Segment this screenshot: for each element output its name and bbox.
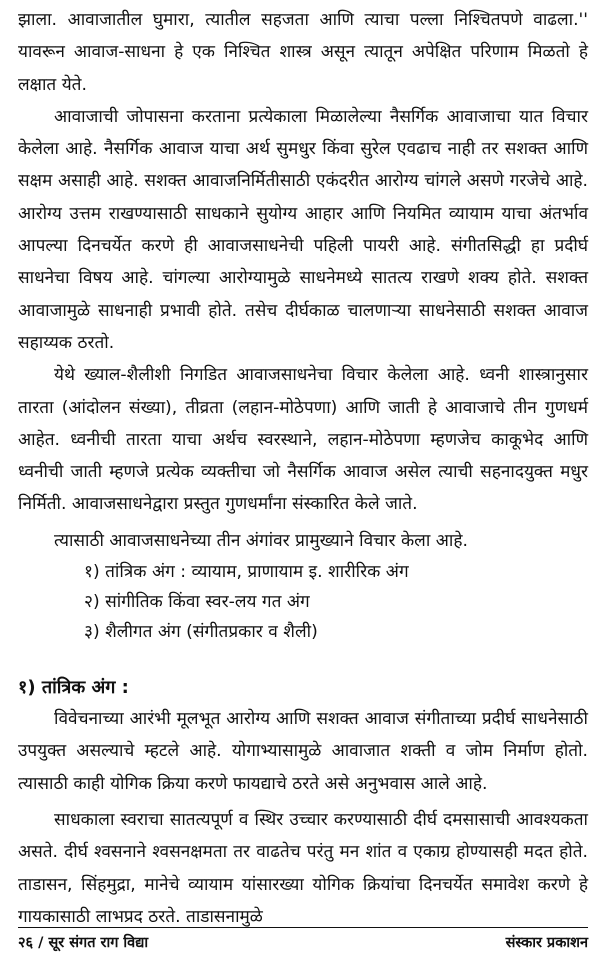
footer-publisher: संस्कार प्रकाशन [505, 935, 588, 951]
paragraph-khyal-voice-practice: येथे ख्याल-शैलीशी निगडित आवाजसाधनेचा विचार केलेला आहे. ध्वनी शास्त्रानुसार तारता (आंदोलन संख्या), तीव्रता (लहान-मोठेपणा) आणि जाती हे आवाजाचे तीन गुणधर्म आहेत. ध्वनीची तारता याचा अर्थच स्वरस्थाने, लहान-मोठेपणा म्हणजेच काकूभेद आणि ध्वनीची जाती म्हणजे प्रत्येक व्यक्तीचा जो नैसर्गिक आवाज असेल त्याची सहनादयुक्त मधुर निर्मिती. आवाजसाधनेद्वारा प्रस्तुत गुणधर्मांना संस्कारित केले जाते. [18, 365, 588, 515]
paragraph-continuation: झाला. आवाजातील घुमारा, त्यातील सहजता आणि त्याचा पल्ला निश्चितपणे वाढला.'' यावरून आवाज-साधना हे एक निश्चित शास्त्र असून त्यातून अपेक्षित परिणाम मिळतो हे लक्षात येते. [18, 10, 588, 95]
page-body [18, 4, 588, 933]
paragraph-voice-cultivation: आवाजाची जोपासना करताना प्रत्येकाला मिळालेल्या नैसर्गिक आवाजाचा यात विचार केलेला आहे. नैसर्गिक आवाज याचा अर्थ सुमधुर किंवा सुरेल एवढाच नाही तर सशक्त आणि सक्षम असाही आहे. सशक्त आवाजनिर्मितीसाठी एकंदरीत आरोग्य चांगले असणे गरजेचे आहे. आरोग्य उत्तम राखण्यासाठी साधकाने सुयोग्य आहार आणि नियमित व्यायाम याचा अंतर्भाव आपल्या दिनचर्येत करणे ही आवाजसाधनेची पहिली पायरी आहे. संगीतसिद्धी हा प्रदीर्घ साधनेचा विषय आहे. चांगल्या आरोग्यामुळे साधनेमध्ये सातत्य राखणे शक्य होते. सशक्त आवाजामुळे साधनाही प्रभावी होते. तसेच दीर्घकाळ चालणाऱ्या साधनेसाठी सशक्त आवाज सहाय्यक ठरतो. [18, 106, 588, 353]
paragraph-technical-aspect: विवेचनाच्या आरंभी मूलभूत आरोग्य आणि सशक्त आवाज संगीताच्या प्रदीर्घ साधनेसाठी उपयुक्त असल्याचे म्हटले आहे. योगाभ्यासामुळे आवाजात शक्ती व जोम निर्माण होतो. त्यासाठी काही योगिक क्रिया करणे फायद्याचे ठरते असे अनुभवास आले आहे. [18, 709, 588, 794]
section-heading: १) तांत्रिक अंग : [18, 677, 129, 699]
paragraph-breathing: साधकाला स्वराचा सातत्यपूर्ण व स्थिर उच्चार करण्यासाठी दीर्घ दमसासाची आवश्यकता असते. दीर्घ श्वसनाने श्वसनक्षमता तर वाढतेच परंतु मन शांत व एकाग्र होण्यासही मदत होते. ताडासन, सिंहमुद्रा, मानेचे व्यायाम यांसारख्या योगिक क्रियांचा दिनचर्येत समावेश करणे हे गायकासाठी लाभप्रद ठरते. ताडासनामुळे [18, 809, 588, 927]
footer-page-and-title: २६ / सूर संगत राग विद्या [18, 935, 149, 951]
list-item: २) सांगीतिक किंवा स्वर-लय गत अंग [84, 592, 310, 613]
aspects-list [18, 557, 588, 647]
list-item: १) तांत्रिक अंग : व्यायाम, प्राणायाम इ. शारीरिक अंग [84, 562, 409, 583]
page-footer [18, 930, 588, 956]
footer-divider [18, 927, 588, 928]
paragraph-three-aspects-intro: त्यासाठी आवाजसाधनेच्या तीन अंगांवर प्रामुख्याने विचार केला आहे. [54, 530, 468, 551]
list-item: ३) शैलीगत अंग (संगीतप्रकार व शैली) [84, 622, 318, 643]
